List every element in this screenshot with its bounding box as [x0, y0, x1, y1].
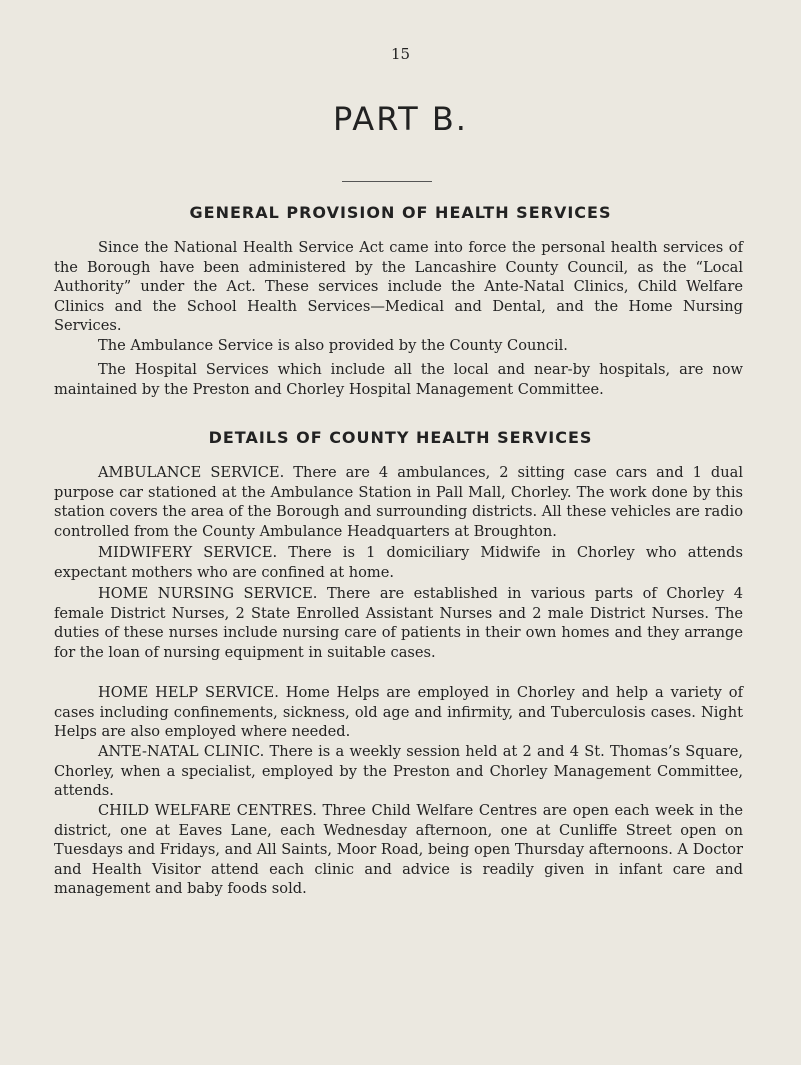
- intro-paragraph: Since the National Health Service Act came into force the personal health services of the Borough have been administered by the Lancashire County Council, as the “Local Authority” under the Act. These services include the Ante-Natal Clinics, Child Welfare Clinics and the School Health Services—Medical and Dental, and the Home Nursing Services.: [54, 239, 743, 335]
- intro-paragraph: The Hospital Services which include all the local and near-by hospitals, are now maintained by the Preston and Chorley Hospital Management Committee.: [54, 361, 743, 398]
- service-paragraph-home-nursing: HOME NURSING SERVICE. There are established in various parts of Chorley 4 female District Nurses, 2 State Enrolled Assistant Nurses and 2 male District Nurses. The duties of these nurses include nursing care of patients in their own homes and they arrange for the loan of nursing equipment in suitable cases.: [54, 585, 743, 661]
- service-paragraph-home-help: HOME HELP SERVICE. Home Helps are employed in Chorley and help a variety of cases including confinements, sickness, old age and infirmity, and Tuberculosis cases. Night Helps are also employed where needed.: [54, 684, 743, 741]
- divider-rule: [342, 181, 432, 182]
- service-paragraph-midwifery: MIDWIFERY SERVICE. There is 1 domiciliary Midwife in Chorley who attends expectant mothers who are confined at home.: [54, 544, 743, 581]
- page-number: 15: [390, 45, 411, 63]
- section-heading: GENERAL PROVISION OF HEALTH SERVICES: [189, 203, 612, 222]
- service-paragraph-child-welfare: CHILD WELFARE CENTRES. Three Child Welfare Centres are open each week in the district, one at Eaves Lane, each Wednesday afternoon, one at Cunliffe Street open on Tuesdays and Fridays, and All Saints, Moor Road, being open Thursday afternoons. A Doctor and Health Visitor attend each clinic and advice is readily given in infant care and management and baby foods sold.: [54, 802, 743, 898]
- details-heading: DETAILS OF COUNTY HEALTH SERVICES: [208, 428, 593, 447]
- intro-paragraph: The Ambulance Service is also provided by the County Council.: [98, 337, 568, 354]
- service-paragraph-ante-natal: ANTE-NATAL CLINIC. There is a weekly session held at 2 and 4 St. Thomas’s Square, Chorley, when a specialist, employed by the Preston and Chorley Management Committee, attends.: [54, 743, 743, 800]
- part-title: PART B.: [333, 100, 468, 138]
- service-paragraph-ambulance: AMBULANCE SERVICE. There are 4 ambulances, 2 sitting case cars and 1 dual purpose car stationed at the Ambulance Station in Pall Mall, Chorley. The work done by this station covers the area of the Borough and surrounding districts. All these vehicles are radio controlled from the County Ambulance Headquarters at Broughton.: [54, 464, 743, 540]
